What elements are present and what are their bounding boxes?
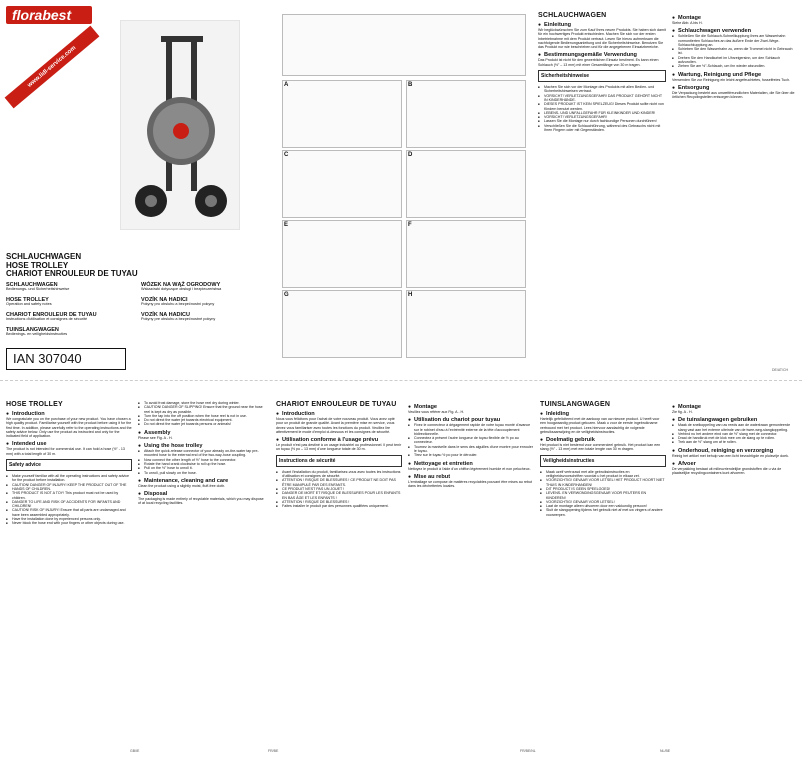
en-intro-text: We congratulate you on the purchase of your new product. You have chosen a high quality product. Familiarise yourself with the product before using it for the first time. In addition, please carefully refer to the operating instructions and the safety advice below. Only use the product as instructed and only for the indicated field of application. [6, 417, 132, 439]
list-item: ■ Schließen Sie die Schlauch-Schnellkupplung Ihres am Wasserhahn vormontierten Schlauches an das äußere Ende der Zwei-Wege-Schlauchkupplung an. [672, 34, 798, 47]
fr-column-2 [408, 401, 534, 746]
cover-title-de: SCHLAUCHWAGEN [6, 252, 82, 261]
fr-intro-text: Nous vous félicitons pour l'achat de votre nouveau produit. Vous avez opté pour un produit de grande qualité. Avant la première mise en service, vous devez vous familiariser avec toutes les fonctions du produit. Veuillez lire attentivement le mode d'emploi ci-dessous et les consignes de sécurité. [276, 417, 395, 434]
list-item: ■ Tournez la manivelle dans le sens des aiguilles d'une montre pour enrouler le tuyau. [408, 445, 534, 454]
list-item: ■ Do not direct the water jet towards electrical equipment. [138, 418, 264, 422]
list-item: ■ CAUTION! RISK OF INJURY! Ensure that all parts are undamaged and have been assembled appropriately. [6, 508, 132, 517]
nl-care-heading: ● Onderhoud, reiniging en verzorging [672, 448, 798, 454]
figure-d: D [406, 150, 526, 218]
list-item: ■ Make yourself familiar with all the operating instructions and safety advice for the product before installation. [6, 474, 132, 483]
en-column-2 [138, 401, 264, 746]
footer-frbe: FR/BE/NL [520, 749, 536, 753]
en-column-1 [6, 401, 132, 746]
nl-intro-heading: ● Inleiding [540, 411, 666, 417]
nl-disposal-heading: ● Afvoer [672, 461, 798, 467]
de-using-heading: ● Schlauchwagen verwenden [672, 28, 798, 34]
fr-care-text: Nettoyez le produit à l'aide d'un chiffon légèrement humide et non pelucheux. [408, 466, 531, 471]
list-item: ■ ATTENTION ! RISQUE DE BLESSURES ! [276, 500, 402, 504]
de-disposal-text: Die Verpackung besteht aus umweltfreundlichen Materialien, die Sie über die örtlichen Recyclingstellen entsorgen können. [672, 90, 795, 100]
list-item: ■ LEVENS- EN VERWONDINGSGEVAAR VOOR PEUTERS EN KINDEREN! [540, 491, 666, 500]
fr-disposal-text: L'emballage se compose de matières recyclables pouvant être mises au rebut dans les déchetteries locales. [408, 479, 532, 489]
en-safety-list [6, 474, 132, 526]
lang-en: HOSE TROLLEY Operation and safety notes [6, 297, 52, 307]
list-item: ■ Avant l'installation du produit, familiarisez-vous avec toutes les instructions d'utilisation et consignes de sécurité. [276, 470, 402, 479]
nl-column-1 [540, 401, 666, 746]
list-item: ■ Lassen Sie die Montage nur durch fachkundige Personen durchführen! [538, 119, 666, 123]
list-item: ■ Schieben Sie den Wasserhahn zu, wenn die Trommel nicht in Gebrauch ist. [672, 47, 798, 56]
list-item: ■ VOORZICHTIG! GEVAAR VOOR LETSEL! [540, 500, 666, 504]
ian-number: IAN 307040 [6, 348, 126, 370]
en-use-text: The product is not intended for commercial use. It can hold a hose (½" - 13 mm) with a total length of 30 m. [6, 447, 125, 456]
list-item: ■ DIESES PRODUKT IST KEIN SPIELZEUG! Dieses Produkt sollte nicht von Kindern benutzt werden. [538, 102, 666, 111]
list-item: ■ To avoid frost damage, store the hose reel dry during winter. [138, 401, 264, 405]
list-item: ■ CAUTION! DANGER OF INJURY! KEEP THE PRODUCT OUT OF THE HANDS OF CHILDREN. [6, 483, 132, 492]
list-item: ■ Laat de montage alleen uitvoeren door een vakkundig persoon! [540, 504, 666, 508]
fr-use-heading: ● Utilisation conforme à l'usage prévu [276, 437, 402, 443]
list-item: ■ ATTENTION ! RISQUE DE BLESSURES ! CE PRODUIT NE DOIT PAS ÊTRE MANIPULÉ PAR DES ENFANTS. [276, 478, 402, 487]
nl-use-heading: ● Doelmatig gebruik [540, 437, 666, 443]
list-item: ■ Attach the quick-release connector of your already on-the-water tap pre-mounted hose to the external end of the two-way-hose coupling. [138, 449, 264, 458]
list-item: ■ Tirez sur le tuyau ½ po pour le dérouler. [408, 453, 534, 457]
en-disposal-text: The packaging is made entirely of recyclable materials, which you may dispose of at local recycling facilities. [138, 497, 264, 506]
de-safety-heading: Sicherheitshinweise [541, 73, 590, 80]
de-intro-text: Wir beglückwünschen Sie zum Kauf Ihres neuen Produkts. Sie haben sich damit für ein hochwertiges Produkt entschieden. Machen Sie sich vor der ersten Inbetriebnahme mit dem Produkt vertraut. Lesen Sie hierzu aufmerksam die nachfolgende Bedienungsanleitung und die Sicherheitshinweise. Benutzen Sie das Produkt nur wie beschrieben und für die angegebenen Einsatzbereiche. [538, 28, 666, 50]
list-item: ■ Never block the hose end with your fingers or other objects during use. [6, 521, 132, 525]
list-item: ■ Connectez à présent l'autre longueur de tuyau flexible de ½ po au connecteur. [408, 436, 534, 445]
lang-sk: VOZÍK NA HADICU Pokyny pre obsluhu a bezpečnostné pokyny [141, 312, 216, 322]
de-use-heading: ● Bestimmungsgemäße Verwendung [538, 52, 666, 58]
nl-assembly-heading: ● Montage [672, 404, 798, 410]
list-item: ■ Fixez le connecteur à dégagement rapide de votre tuyau monté d'avance sur le robinet d'eau à l'extrémité externe de la tête d'accouplement bidirectionnelle. [408, 423, 534, 436]
en-title: HOSE TROLLEY [6, 401, 63, 408]
en-more-list [138, 401, 264, 427]
figure-h: H [406, 290, 526, 358]
en-using-heading: ● Using the hose trolley [138, 443, 264, 449]
de-using-list [672, 34, 798, 68]
nl-safety-box [540, 455, 666, 467]
fr-title: CHARIOT ENROULEUR DE TUYAU [276, 401, 397, 408]
en-care-heading: ● Maintenance, cleaning and care [138, 478, 264, 484]
list-item: ■ THIS PRODUCT IS NOT A TOY! This product must not be used by children. [6, 491, 132, 500]
figure-e: E [282, 220, 402, 288]
en-use-heading: ● Intended use [6, 441, 132, 447]
nl-safety-heading: Veiligheidsinstructies [543, 457, 595, 464]
hose-trolley-image [120, 20, 240, 230]
fr-safety-box [276, 455, 402, 467]
list-item: ■ Verbind nu het andere eind van de ½" slang met de connector. [672, 432, 798, 436]
nl-disposal-text: De verpakking bestaat uit milieuvriendelijke grondstoffen die u via de plaatselijke recyclingcontainers kunt afvoeren. [672, 467, 782, 476]
list-item: ■ Now connect the other length of ½" hose to the connector. [138, 458, 264, 462]
list-item: ■ To unroll, pull slowly on the hose. [138, 471, 264, 475]
figure-f: F [406, 220, 526, 288]
list-item: ■ VOORZICHTIG! GEVAAR VOOR LETSEL! HET PRODUCT HOORT NIET THUIS IN KINDERHANDEN! [540, 478, 666, 487]
lang-nl: TUINSLANGWAGEN Bedienings- en veiligheidsinstructies [6, 327, 68, 337]
de-care-text: Verwenden Sie zur Reinigung ein leicht angefeuchtetes, fusselfreies Tuch. [672, 77, 791, 82]
nl-use-text: Het product is niet bestemd voor commercieel gebruik. Het product kan een slang (½" - 13 mm) met een totale lengte van 30 m dragen. [540, 443, 661, 452]
cover-footer-code: DE/AT/CH [772, 368, 789, 372]
de-intro-heading: ● Einleitung [538, 22, 666, 28]
fr-column-1 [276, 401, 402, 746]
fr-using-list [408, 423, 534, 457]
lang-pl: WÓZEK NA WĄŻ OGRODOWY Wskazówki dotyczące obsługi i bezpieczeństwa [141, 282, 222, 292]
nl-assembly-text: Zie fig. A - H. [672, 410, 693, 414]
parts-overview [282, 14, 526, 76]
nl-safety-list [540, 470, 666, 517]
en-using-list [138, 449, 264, 475]
en-safety-heading: Safety advice [9, 462, 41, 469]
nl-intro-text: Hartelijk gefeliciteerd met de aankoop van uw nieuwe product. U heeft voor een hoogwaardig product gekozen. Maak u voor de eerste ingebruikname vertrouwd met het product. Lees hiervoor aandachtig de volgende gebruiksaanwijzing en de veiligheidsinstructies. [540, 417, 660, 434]
service-banner[interactable]: www.lidl-service.com [5, 26, 100, 109]
de-title: SCHLAUCHWAGEN [538, 12, 607, 19]
list-item: ■ Verschließen Sie die Schlauchführung, während des Gebrauchs nicht mit Ihren Fingern oder mit Gegenständen. [538, 124, 666, 133]
fr-disposal-heading: ● Mise au rebut [408, 474, 534, 480]
en-disposal-heading: ● Disposal [138, 491, 264, 497]
figure-b: B [406, 80, 526, 148]
de-column-1 [538, 12, 666, 372]
list-item: ■ Draai de handkruk met de klok mee om de slang op te rollen. [672, 436, 798, 440]
list-item: ■ Trek aan de ½" slang om af te rollen. [672, 440, 798, 444]
list-item: ■ VORSICHT! VERLETZUNGSGEFAHR! DAS PRODUKT GEHÖRT NICHT IN KINDERHÄNDE. [538, 94, 666, 103]
list-item: ■ Do not direct the water jet towards persons or animals! [138, 422, 264, 426]
de-safety-box [538, 70, 666, 82]
list-item: ■ Maak de snelkoppeling van uw reeds aan de waterkraan gemonteerde slang vast aan het externe uiteinde van de twee-weg-slangkoppeling. [672, 423, 798, 432]
footer-fr: FR/BE [268, 749, 279, 753]
fr-safety-list [276, 470, 402, 509]
list-item: ■ Machen Sie sich vor der Montage des Produkts mit allen Bedien- und Sicherheitshinweisen vertraut. [538, 85, 666, 94]
nl-title: TUINSLANGWAGEN [540, 401, 611, 408]
figure-a: A [282, 80, 402, 148]
de-disposal-heading: ● Entsorgung [672, 85, 798, 91]
fr-assembly-text: Veuillez vous référer aux Fig. A - H. [408, 410, 465, 414]
lang-cz: VOZÍK NA HADICI Pokyny pro obsluhu a bezpečnostní pokyny [141, 297, 215, 307]
en-assembly-text: Please see Fig. A - H. [138, 435, 173, 440]
list-item: ■ Have the installation done by experienced persons only. [6, 517, 132, 521]
de-column-2 [672, 12, 798, 372]
en-intro-heading: ● Introduction [6, 411, 132, 417]
list-item: ■ Turn the tap into the off position when the hose reel is not in use. [138, 414, 264, 418]
cover-title-en: HOSE TROLLEY [6, 260, 69, 270]
list-item: ■ DANGER TO LIFE AND RISK OF ACCIDENTS FOR INFANTS AND CHILDREN! [6, 500, 132, 509]
nl-using-list [672, 423, 798, 444]
brand-logo: florabest [6, 6, 92, 24]
list-item: ■ DIT PRODUCT IS GEEN SPEELGOED! [540, 487, 666, 491]
footer-gb: GB/IE [130, 749, 140, 753]
lang-de: SCHLAUCHWAGEN Bedienungs- und Sicherheitshinweise [6, 282, 70, 292]
fr-using-heading: ● Utilisation du chariot pour tuyau [408, 417, 534, 423]
nl-care-text: Reinig het artikel met behulp van een licht bevochtigde en pluisvrije doek. [672, 453, 789, 458]
en-safety-box [6, 459, 132, 471]
cover-title-fr: CHARIOT ENROULEUR DE TUYAU [6, 269, 138, 279]
figure-c: C [282, 150, 402, 218]
figure-g: G [282, 290, 402, 358]
list-item: ■ Pull on the ½" hose to unroll it. [138, 466, 264, 470]
bottom-spread [0, 380, 802, 760]
de-assembly-text: Siehe Abb. A bis H. [672, 21, 703, 25]
list-item: ■ Sluit de slangopening tijdens het gebruik niet af met uw vingers of andere voorwerpen. [540, 508, 666, 517]
de-assembly-heading: ● Montage [672, 15, 798, 21]
en-care-text: Clean the product using a slightly moist, fluff-free cloth. [138, 483, 226, 488]
fr-assembly-heading: ● Montage [408, 404, 534, 410]
cover-titles [6, 253, 266, 279]
de-care-heading: ● Wartung, Reinigung und Pflege [672, 72, 798, 78]
fr-use-text: Le produit n'est pas destiné à un usage industriel ou professionnel. Il peut tenir un tuyau (½ po – 13 mm) d'une longueur totale de 30 m. [276, 443, 402, 452]
de-use-text: Das Produkt ist nicht für den gewerblichen Einsatz bestimmt. Es kann einen Schlauch (½" – 13 mm) mit einer Gesamtlänge von 30 m tragen. [538, 58, 659, 67]
list-item: ■ DANGER DE MORT ET RISQUE DE BLESSURES POUR LES ENFANTS EN BAS ÂGE ET LES ENFANTS ! [276, 491, 402, 500]
nl-column-2 [672, 401, 798, 746]
list-item: ■ Faites installer le produit par des personnes qualifiées uniquement. [276, 504, 402, 508]
nl-using-heading: ● De tuinslangwagen gebruiken [672, 417, 798, 423]
list-item: ■ LEBENS- UND UNFALLGEFAHR FÜR KLEINKINDER UND KINDER! [538, 111, 666, 115]
list-item: ■ Drehen Sie den Handkurbel im Uhrzeigersinn, um den Schlauch aufzurollen. [672, 56, 798, 65]
list-item: ■ Rotate the hand crank clockwise to roll up the hose. [138, 462, 264, 466]
footer-nl: NL/BE [660, 749, 671, 753]
list-item: ■ VORSICHT! VERLETZUNGSGEFAHR! [538, 115, 666, 119]
lang-fr: CHARIOT ENROULEUR DE TUYAU Instructions d'utilisation et consignes de sécurité [6, 312, 97, 322]
list-item: ■ CAUTION! DANGER OF SLIPPING! Ensure that the ground near the hose reel is kept as dry as possible. [138, 405, 264, 414]
fr-safety-heading: Instructions de sécurité [279, 457, 336, 464]
fr-intro-heading: ● Introduction [276, 411, 402, 417]
de-safety-list [538, 85, 666, 132]
list-item: ■ Maak uzelf vertrouwd met alle gebruiksinstructies en veiligheidsvoorschriften voordat u het product in elkaar zet. [540, 470, 666, 479]
en-assembly-heading: ● Assembly [138, 430, 264, 436]
list-item: ■ CE PRODUIT N'EST PAS UN JOUET ! [276, 487, 402, 491]
fr-care-heading: ● Nettoyage et entretien [408, 461, 534, 467]
list-item: ■ Ziehen Sie am ½"-Schlauch, um ihn wieder abzurollen. [672, 64, 798, 68]
